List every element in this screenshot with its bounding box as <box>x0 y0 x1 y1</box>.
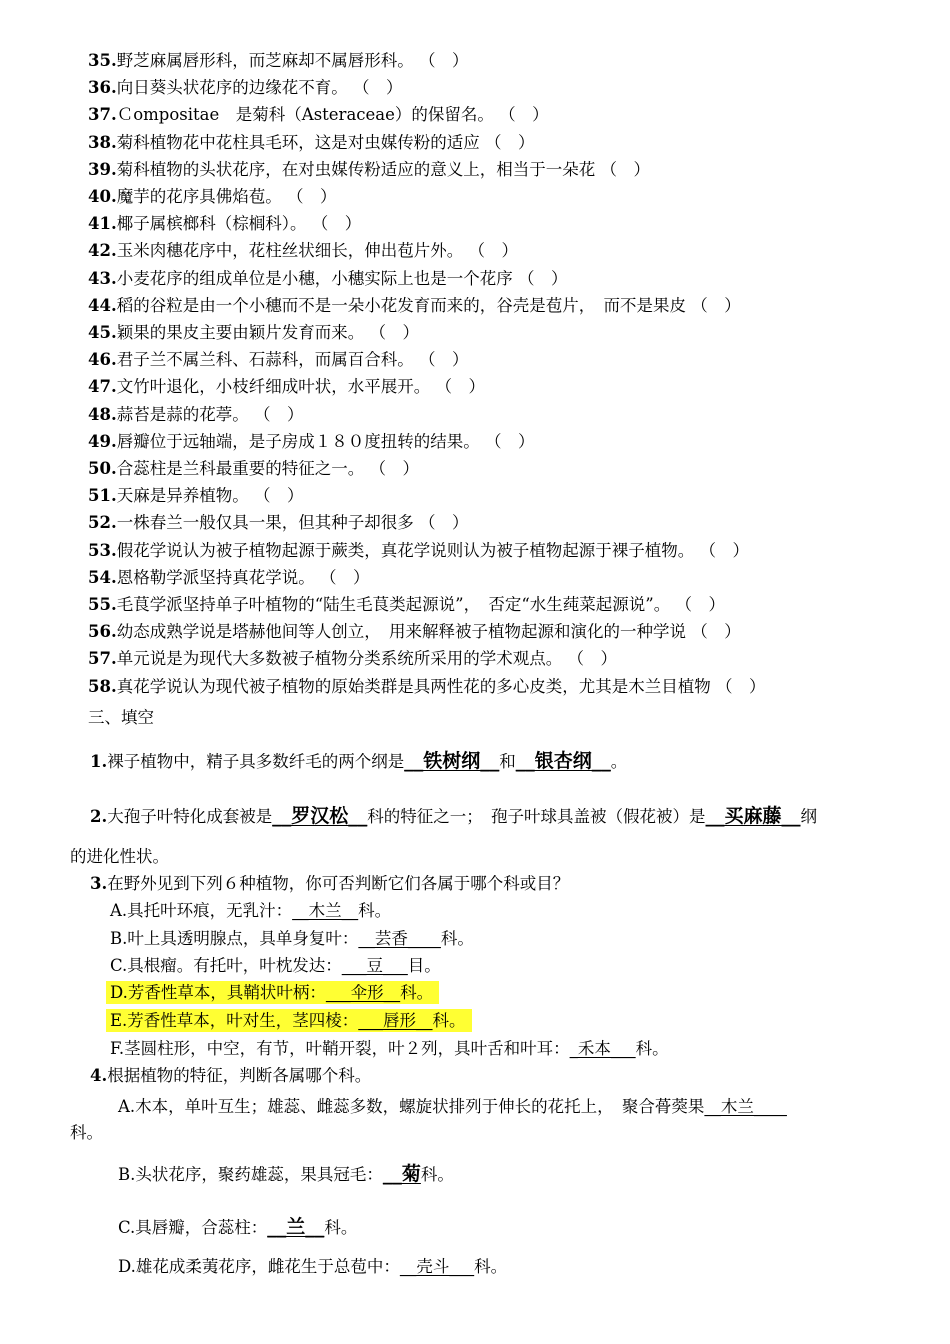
question-text: E.芳香性草本，叶对生，茎四棱： <box>110 1011 359 1030</box>
tf-item <box>88 431 534 453</box>
item-text: 魔芋的花序具佛焰苞。 （ ） <box>116 187 337 206</box>
answer-blank: __铁树纲__ <box>404 750 500 772</box>
tf-item <box>88 104 549 126</box>
item-text: 一株春兰一般仅具一果，但其种子却很多 （ ） <box>116 513 469 533</box>
item-text: 唇瓣位于远轴端，是子房成１８０度扭转的结果。 （ ） <box>116 431 535 451</box>
tf-item <box>88 676 765 698</box>
question-text: 裸子植物中，精子具多数纤毛的两个纲是 <box>107 752 405 771</box>
tf-item <box>88 132 534 154</box>
question-text: 科。 <box>635 1039 669 1058</box>
item-text: 野芝麻属唇形科，而芝麻却不属唇形科。 （ ） <box>116 51 469 70</box>
tf-item <box>88 77 402 99</box>
question-text: D.雄花成柔荑花序，雌花生于总苞中： <box>118 1257 400 1276</box>
item-text: 蒜苔是蒜的花葶。 （ ） <box>116 404 304 424</box>
answer-blank: __罗汉松__ <box>272 805 368 827</box>
item-text: 菊科植物花中花柱具毛环，这是对虫媒传粉的适应 （ ） <box>116 132 535 152</box>
item-number: 46. <box>88 350 117 370</box>
question-text: 在野外见到下列６种植物，你可否判断它们各属于哪个科或目？ <box>107 874 570 893</box>
item-text: 毛茛学派坚持单子叶植物的“陆生毛茛类起源说”， 否定“水生莼菜起源说”。 （ ） <box>116 595 725 614</box>
item-text: 假花学说认为被子植物起源于蕨类，真花学说则认为被子植物起源于裸子植物。 （ ） <box>116 540 749 560</box>
sub-question-c <box>110 955 441 977</box>
item-number: 45. <box>88 323 117 342</box>
item-text: 合蕊柱是兰科最重要的特征之一。 （ ） <box>116 459 419 478</box>
fill-question-3 <box>90 873 569 895</box>
question-number: 3. <box>90 874 108 893</box>
question-text: 根据植物的特征，判断各属哪个科。 <box>107 1066 372 1085</box>
section-title: 三、填空 <box>88 708 154 727</box>
item-text: 天麻是异养植物。 （ ） <box>116 486 304 506</box>
question-text: 。 <box>610 752 628 771</box>
question-text: 科的特征之一； 孢子叶球具盖被（假花被）是 <box>367 807 706 826</box>
tf-item <box>88 295 741 317</box>
item-number: 40. <box>88 187 117 206</box>
item-text: 菊科植物的头状花序，在对虫媒传粉适应的意义上，相当于一朵花 （ ） <box>116 159 650 179</box>
item-number: 51. <box>88 486 117 506</box>
sub-question-b <box>110 928 474 950</box>
item-number: 43. <box>88 268 117 288</box>
answer-blank: _禾本___ <box>569 1039 636 1058</box>
item-text: 向日葵头状花序的边缘花不育。 （ ） <box>116 78 403 98</box>
question-text: B.头状花序，聚药雄蕊，果具冠毛： <box>118 1165 383 1184</box>
item-number: 44. <box>88 295 117 315</box>
question-continuation: 科。 <box>70 1123 103 1142</box>
question-number: 2. <box>90 807 108 826</box>
item-number: 58. <box>88 676 117 696</box>
item-number: 50. <box>88 459 117 478</box>
fill-question-4 <box>90 1065 371 1087</box>
answer-blank: __买麻藤__ <box>705 805 801 827</box>
answer-blank: ___唇形__ <box>358 1011 433 1030</box>
item-text: 君子兰不属兰科、石蒜科，而属百合科。 （ ） <box>116 350 469 370</box>
tf-item <box>88 213 361 235</box>
question-text: 纲 <box>800 807 818 826</box>
tf-item <box>88 621 741 643</box>
line-content <box>110 1039 669 1058</box>
tf-item <box>88 567 369 589</box>
tf-item <box>88 50 468 72</box>
fill-question-1 <box>90 750 627 773</box>
item-number: 56. <box>88 622 117 642</box>
item-number: 53. <box>88 540 117 560</box>
tf-item <box>88 376 485 398</box>
question-text: 科。 <box>474 1257 508 1276</box>
question-text: D.芳香性草本，具鞘状叶柄： <box>110 983 326 1002</box>
item-text: 真花学说认为现代被子植物的原始类群是具两性花的多心皮类，尤其是木兰目植物 （ ） <box>116 676 766 696</box>
question-text: 科。 <box>400 983 434 1002</box>
tf-item <box>88 458 419 480</box>
line-content <box>110 901 391 920</box>
answer-blank: __芸香____ <box>358 929 441 948</box>
sub-question-d <box>118 1256 507 1278</box>
answer-blank: ___伞形__ <box>325 983 401 1002</box>
tf-item <box>88 648 617 670</box>
tf-item <box>88 404 303 426</box>
answer-blank: __木兰__ <box>292 901 359 920</box>
question-text: 科。 <box>420 1165 454 1184</box>
fill-question-2 <box>90 805 817 828</box>
item-number: 36. <box>88 78 117 98</box>
tf-item <box>88 240 518 262</box>
question-text: 科。 <box>358 901 392 920</box>
sub-question-a <box>118 1096 787 1118</box>
sub-question-a <box>110 900 391 922</box>
item-number: 38. <box>88 132 117 152</box>
item-text: 文竹叶退化，小枝纤细成叶状，水平展开。 （ ） <box>116 377 485 397</box>
item-number: 37. <box>88 105 117 125</box>
tf-item <box>88 268 567 290</box>
question-text: C.具根瘤。有托叶，叶枕发达： <box>110 956 342 975</box>
item-text: Ｃompositae 是菊科（Asteraceae）的保留名。 （ ） <box>116 105 549 125</box>
item-text: 小麦花序的组成单位是小穗，小穗实际上也是一个花序 （ ） <box>116 268 568 288</box>
question-number: 4. <box>90 1066 108 1085</box>
item-text: 单元说是为现代大多数被子植物分类系统所采用的学术观点。 （ ） <box>116 649 617 669</box>
question-text: 科。 <box>440 929 474 948</box>
tf-item <box>88 322 419 344</box>
answer-blank: __壳斗___ <box>399 1257 475 1276</box>
highlighted-line <box>106 1009 472 1032</box>
answer-blank: __兰__ <box>267 1216 325 1238</box>
sub-question-c <box>118 1216 357 1239</box>
tf-item <box>88 512 468 534</box>
item-number: 52. <box>88 513 117 533</box>
tf-item <box>88 349 468 371</box>
sub-question-e <box>110 1010 472 1032</box>
answer-blank: __银杏纲__ <box>515 750 611 772</box>
item-text: 颖果的果皮主要由颖片发育而来。 （ ） <box>116 323 419 342</box>
item-number: 49. <box>88 431 117 451</box>
tf-item <box>88 159 650 181</box>
item-text: 稻的谷粒是由一个小穗而不是一朵小花发育而来的，谷壳是苞片， 而不是果皮 （ ） <box>116 295 741 315</box>
sub-question-f <box>110 1038 669 1060</box>
question-text: A.具托叶环痕，无乳汁： <box>110 901 293 920</box>
item-number: 55. <box>88 595 117 614</box>
question-text: F.茎圆柱形，中空，有节，叶鞘开裂，叶２列，具叶舌和叶耳： <box>110 1039 570 1058</box>
item-text: 椰子属槟榔科（棕榈科）。 （ ） <box>116 214 362 234</box>
sub-question-b <box>118 1163 454 1186</box>
question-text: 科。 <box>324 1218 358 1237</box>
item-text: 恩格勒学派坚持真花学说。 （ ） <box>116 567 370 587</box>
answer-blank: ___豆___ <box>341 956 408 975</box>
tf-item <box>88 186 336 208</box>
item-number: 35. <box>88 51 117 70</box>
item-number: 48. <box>88 404 117 424</box>
question-continuation: 的进化性状。 <box>70 847 169 866</box>
question-number: 1. <box>90 752 108 771</box>
item-text: 玉米肉穗花序中，花柱丝状细长，伸出苞片外。 （ ） <box>116 241 518 261</box>
item-number: 42. <box>88 241 117 261</box>
question-text: C.具唇瓣，合蕊柱： <box>118 1218 268 1237</box>
question-text: B.叶上具透明腺点，具单身复叶： <box>110 929 359 948</box>
question-text: 大孢子叶特化成套被是 <box>107 807 273 826</box>
tf-item <box>88 485 303 507</box>
answer-blank: __菊 <box>382 1163 421 1185</box>
sub-question-d <box>110 982 439 1004</box>
item-number: 47. <box>88 377 117 397</box>
tf-item <box>88 594 725 616</box>
item-number: 41. <box>88 214 117 234</box>
item-number: 54. <box>88 567 117 587</box>
answer-blank: __木兰____ <box>704 1097 787 1116</box>
highlighted-line <box>106 981 439 1004</box>
question-text: A.木本，单叶互生；雄蕊、雌蕊多数，螺旋状排列于伸长的花托上， 聚合蓇葖果 <box>118 1097 705 1116</box>
tf-item <box>88 540 749 562</box>
question-text: 科。 <box>432 1011 466 1030</box>
line-content <box>110 929 474 948</box>
item-number: 39. <box>88 159 117 179</box>
line-content <box>110 956 441 975</box>
item-number: 57. <box>88 649 117 669</box>
item-text: 幼态成熟学说是塔赫他间等人创立， 用来解释被子植物起源和演化的一种学说 （ ） <box>116 622 741 642</box>
question-text: 和 <box>499 752 516 771</box>
question-text: 目。 <box>407 956 441 975</box>
